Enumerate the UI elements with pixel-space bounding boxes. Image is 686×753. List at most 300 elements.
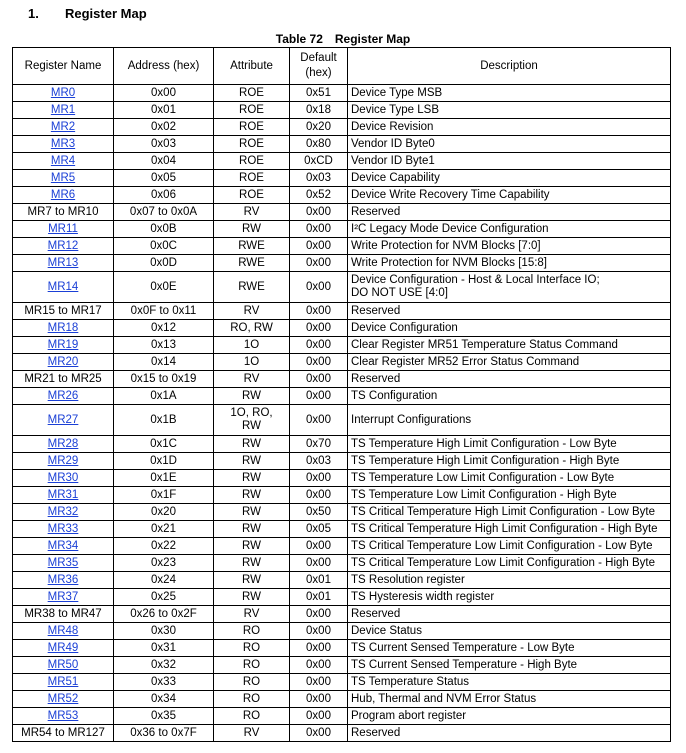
attribute-text: RO — [242, 692, 261, 705]
attribute-cell — [214, 623, 290, 640]
table-row — [13, 725, 671, 742]
register-name-cell — [13, 153, 114, 170]
description-cell — [348, 623, 671, 640]
description-cell — [348, 354, 671, 371]
attribute-cell — [214, 204, 290, 221]
register-link[interactable]: MR29 — [47, 454, 79, 467]
description-text: Vendor ID Byte1 — [351, 154, 435, 167]
register-name-cell — [13, 204, 114, 221]
description-text: Device Write Recovery Time Capability — [351, 188, 550, 201]
table-caption-label: Table 72 — [275, 32, 323, 46]
attribute-text: RV — [243, 304, 260, 317]
description-text: TS Critical Temperature High Limit Configuration - Low Byte — [351, 505, 656, 518]
attribute-cell — [214, 221, 290, 238]
table-row — [13, 521, 671, 538]
register-name-cell — [13, 320, 114, 337]
attribute-text: RW — [242, 556, 261, 569]
description-text: TS Resolution register — [351, 573, 465, 586]
register-link[interactable]: MR14 — [47, 280, 79, 293]
attribute-text: RO — [242, 675, 261, 688]
description-cell — [348, 221, 671, 238]
description-cell — [348, 187, 671, 204]
register-link[interactable]: MR18 — [47, 321, 79, 334]
register-name: MR54 to MR127 — [21, 726, 105, 739]
attribute-cell — [214, 136, 290, 153]
address-cell: 0x1E — [114, 470, 214, 487]
register-name-cell — [13, 221, 114, 238]
description-cell — [348, 136, 671, 153]
register-name-cell — [13, 436, 114, 453]
address-cell: 0x13 — [114, 337, 214, 354]
attribute-text: RO, RW — [230, 321, 273, 334]
register-link[interactable]: MR35 — [47, 556, 79, 569]
default-cell: 0x00 — [290, 405, 348, 436]
default-cell: 0x51 — [290, 85, 348, 102]
register-link[interactable]: MR37 — [47, 590, 79, 603]
attribute-text: RO — [242, 624, 261, 637]
description-text: Clear Register MR52 Error Status Command — [351, 355, 580, 368]
register-link[interactable]: MR51 — [47, 675, 79, 688]
description-cell — [348, 453, 671, 470]
description-text: TS Hysteresis width register — [351, 590, 495, 603]
description-text: Reserved — [351, 304, 401, 317]
table-row — [13, 170, 671, 187]
description-text: Interrupt Configurations — [351, 413, 472, 426]
description-text: TS Configuration — [351, 389, 438, 402]
table-row — [13, 303, 671, 320]
default-cell: 0x01 — [290, 572, 348, 589]
address-cell: 0x02 — [114, 119, 214, 136]
register-name-cell — [13, 371, 114, 388]
address-cell: 0x24 — [114, 572, 214, 589]
table-caption-title: Register Map — [334, 32, 411, 46]
default-cell: 0x05 — [290, 521, 348, 538]
register-link[interactable]: MR50 — [47, 658, 79, 671]
register-link[interactable]: MR33 — [47, 522, 79, 535]
table-row — [13, 238, 671, 255]
register-name-cell — [13, 606, 114, 623]
register-link[interactable]: MR27 — [47, 413, 79, 426]
table-row — [13, 102, 671, 119]
address-cell: 0x1C — [114, 436, 214, 453]
default-cell: 0x18 — [290, 102, 348, 119]
description-text: Write Protection for NVM Blocks [7:0] — [351, 239, 541, 252]
register-name-cell — [13, 691, 114, 708]
default-cell: 0x00 — [290, 487, 348, 504]
attribute-text: RW — [242, 471, 261, 484]
register-link[interactable]: MR52 — [47, 692, 79, 705]
address-cell: 0x1F — [114, 487, 214, 504]
description-text: TS Critical Temperature Low Limit Configuration - Low Byte — [351, 539, 653, 552]
description-cell — [348, 521, 671, 538]
table-caption — [0, 31, 686, 47]
register-name: MR38 to MR47 — [24, 607, 102, 620]
attribute-cell — [214, 303, 290, 320]
register-link[interactable]: MR5 — [50, 171, 76, 184]
register-name-cell — [13, 187, 114, 204]
register-link[interactable]: MR2 — [50, 120, 76, 133]
attribute-cell — [214, 572, 290, 589]
attribute-cell — [214, 606, 290, 623]
description-cell — [348, 572, 671, 589]
default-cell: 0x00 — [290, 708, 348, 725]
description-text: TS Critical Temperature High Limit Configuration - High Byte — [351, 522, 658, 535]
register-name-cell — [13, 487, 114, 504]
register-link[interactable]: MR32 — [47, 505, 79, 518]
table-row — [13, 623, 671, 640]
register-name-cell — [13, 272, 114, 303]
attribute-cell — [214, 674, 290, 691]
table-row — [13, 204, 671, 221]
default-cell: 0x00 — [290, 255, 348, 272]
description-text: Reserved — [351, 205, 401, 218]
attribute-text: ROE — [239, 188, 264, 201]
description-text: TS Temperature Low Limit Configuration - High Byte — [351, 488, 617, 501]
attribute-text-line2: RW — [242, 420, 261, 432]
table-row — [13, 640, 671, 657]
description-text: Device Status — [351, 624, 422, 637]
table-header-row — [13, 48, 671, 85]
description-text: TS Temperature Status — [351, 675, 470, 688]
description-text: Program abort register — [351, 709, 467, 722]
description-cell — [348, 170, 671, 187]
register-name-cell — [13, 405, 114, 436]
description-text: Reserved — [351, 372, 401, 385]
table-row — [13, 606, 671, 623]
register-link[interactable]: MR13 — [47, 256, 79, 269]
address-cell: 0x21 — [114, 521, 214, 538]
register-link[interactable]: MR26 — [47, 389, 79, 402]
register-link[interactable]: MR19 — [47, 338, 79, 351]
address-cell: 0x1B — [114, 405, 214, 436]
register-name-cell — [13, 657, 114, 674]
description-text: Device Type MSB — [351, 86, 443, 99]
address-cell: 0x15 to 0x19 — [114, 371, 214, 388]
default-cell: 0x00 — [290, 674, 348, 691]
address-cell: 0x0C — [114, 238, 214, 255]
attribute-text: 1O — [243, 355, 260, 368]
register-link[interactable]: MR36 — [47, 573, 79, 586]
register-link[interactable]: MR30 — [47, 471, 79, 484]
column-header-register-name: Register Name — [13, 48, 114, 85]
description-cell — [348, 436, 671, 453]
attribute-cell — [214, 320, 290, 337]
attribute-text: RW — [242, 522, 261, 535]
description-cell — [348, 153, 671, 170]
description-cell — [348, 555, 671, 572]
register-name-cell — [13, 640, 114, 657]
register-name-cell — [13, 674, 114, 691]
table-row — [13, 320, 671, 337]
column-header-attribute: Attribute — [214, 48, 290, 85]
attribute-text: ROE — [239, 86, 264, 99]
table-row — [13, 487, 671, 504]
attribute-cell — [214, 337, 290, 354]
address-cell: 0x03 — [114, 136, 214, 153]
default-cell: 0xCD — [290, 153, 348, 170]
table-row — [13, 453, 671, 470]
register-name-cell — [13, 555, 114, 572]
table-row — [13, 436, 671, 453]
description-cell — [348, 102, 671, 119]
table-row — [13, 153, 671, 170]
table-row — [13, 405, 671, 436]
register-link[interactable]: MR20 — [47, 355, 79, 368]
attribute-text: RO — [242, 641, 261, 654]
register-name-cell — [13, 453, 114, 470]
attribute-text: RV — [243, 205, 260, 218]
address-cell: 0x36 to 0x7F — [114, 725, 214, 742]
description-cell — [348, 674, 671, 691]
default-cell: 0x00 — [290, 238, 348, 255]
table-row — [13, 371, 671, 388]
attribute-cell — [214, 371, 290, 388]
attribute-text: RWE — [238, 256, 265, 269]
attribute-cell — [214, 470, 290, 487]
table-row — [13, 388, 671, 405]
register-link[interactable]: MR6 — [50, 188, 76, 201]
table-row — [13, 187, 671, 204]
description-text-line2: DO NOT USE [4:0] — [351, 287, 448, 299]
default-cell: 0x70 — [290, 436, 348, 453]
default-cell: 0x00 — [290, 623, 348, 640]
attribute-cell — [214, 255, 290, 272]
attribute-text: RWE — [238, 239, 265, 252]
attribute-cell — [214, 589, 290, 606]
attribute-text: RV — [243, 607, 260, 620]
table-row — [13, 504, 671, 521]
description-text: Device Configuration - Host & Local Interface IO; — [351, 274, 600, 286]
attribute-cell — [214, 405, 290, 436]
address-cell: 0x20 — [114, 504, 214, 521]
attribute-text: RW — [242, 573, 261, 586]
column-header-description: Description — [348, 48, 671, 85]
register-name: MR15 to MR17 — [24, 304, 102, 317]
description-cell — [348, 388, 671, 405]
description-text: I²C Legacy Mode Device Configuration — [351, 222, 549, 235]
register-link[interactable]: MR3 — [50, 137, 76, 150]
description-text: TS Current Sensed Temperature - High Byte — [351, 658, 578, 671]
default-cell: 0x52 — [290, 187, 348, 204]
register-name-cell — [13, 255, 114, 272]
address-cell: 0x23 — [114, 555, 214, 572]
table-row — [13, 221, 671, 238]
table-row — [13, 255, 671, 272]
register-link[interactable]: MR48 — [47, 624, 79, 637]
default-cell: 0x00 — [290, 221, 348, 238]
description-text: TS Current Sensed Temperature - Low Byte — [351, 641, 575, 654]
description-cell — [348, 85, 671, 102]
address-cell: 0x35 — [114, 708, 214, 725]
register-name-cell — [13, 388, 114, 405]
description-cell — [348, 405, 671, 436]
address-cell: 0x34 — [114, 691, 214, 708]
table-row — [13, 354, 671, 371]
default-cell: 0x00 — [290, 371, 348, 388]
register-name-cell — [13, 470, 114, 487]
address-cell: 0x05 — [114, 170, 214, 187]
attribute-text: RV — [243, 372, 260, 385]
description-cell — [348, 538, 671, 555]
address-cell: 0x32 — [114, 657, 214, 674]
register-link[interactable]: MR53 — [47, 709, 79, 722]
register-map-table — [12, 47, 671, 742]
description-cell — [348, 272, 671, 303]
attribute-cell — [214, 187, 290, 204]
description-cell — [348, 487, 671, 504]
table-row — [13, 555, 671, 572]
attribute-text: RO — [242, 709, 261, 722]
attribute-cell — [214, 453, 290, 470]
description-text: Device Capability — [351, 171, 440, 184]
description-text: Clear Register MR51 Temperature Status Command — [351, 338, 618, 351]
description-text: TS Critical Temperature Low Limit Configuration - High Byte — [351, 556, 656, 569]
description-text: Vendor ID Byte0 — [351, 137, 435, 150]
attribute-text: RW — [242, 222, 261, 235]
description-cell — [348, 255, 671, 272]
address-cell: 0x01 — [114, 102, 214, 119]
address-cell: 0x33 — [114, 674, 214, 691]
register-name-cell — [13, 337, 114, 354]
register-link[interactable]: MR28 — [47, 437, 79, 450]
attribute-cell — [214, 487, 290, 504]
register-link[interactable]: MR4 — [50, 154, 76, 167]
address-cell: 0x31 — [114, 640, 214, 657]
attribute-cell — [214, 388, 290, 405]
register-name: MR7 to MR10 — [27, 205, 99, 218]
description-cell — [348, 371, 671, 388]
register-name-cell — [13, 725, 114, 742]
section-title: Register Map — [65, 6, 147, 21]
attribute-cell — [214, 555, 290, 572]
description-cell — [348, 691, 671, 708]
attribute-cell — [214, 538, 290, 555]
table-row — [13, 572, 671, 589]
address-cell: 0x0F to 0x11 — [114, 303, 214, 320]
register-link[interactable]: MR12 — [47, 239, 79, 252]
attribute-cell — [214, 521, 290, 538]
table-row — [13, 538, 671, 555]
description-cell — [348, 470, 671, 487]
default-cell: 0x00 — [290, 725, 348, 742]
attribute-cell — [214, 119, 290, 136]
description-cell — [348, 337, 671, 354]
table-row — [13, 691, 671, 708]
attribute-text: RW — [242, 389, 261, 402]
attribute-text: ROE — [239, 154, 264, 167]
attribute-cell — [214, 725, 290, 742]
attribute-cell — [214, 436, 290, 453]
default-cell: 0x00 — [290, 640, 348, 657]
section-number: 1. — [28, 6, 39, 21]
table-row — [13, 337, 671, 354]
address-cell: 0x25 — [114, 589, 214, 606]
default-cell: 0x00 — [290, 691, 348, 708]
address-cell: 0x0D — [114, 255, 214, 272]
description-cell — [348, 303, 671, 320]
table-row — [13, 470, 671, 487]
attribute-cell — [214, 85, 290, 102]
attribute-text: RW — [242, 454, 261, 467]
description-cell — [348, 204, 671, 221]
address-cell: 0x26 to 0x2F — [114, 606, 214, 623]
register-link[interactable]: MR1 — [50, 103, 76, 116]
register-name-cell — [13, 238, 114, 255]
attribute-text: 1O — [243, 338, 260, 351]
register-name-cell — [13, 623, 114, 640]
register-link[interactable]: MR31 — [47, 488, 79, 501]
attribute-cell — [214, 272, 290, 303]
description-cell — [348, 725, 671, 742]
description-cell — [348, 606, 671, 623]
register-link[interactable]: MR34 — [47, 539, 79, 552]
table-row — [13, 119, 671, 136]
attribute-text: 1O, RO, — [230, 407, 273, 419]
address-cell: 0x04 — [114, 153, 214, 170]
address-cell: 0x07 to 0x0A — [114, 204, 214, 221]
table-row — [13, 85, 671, 102]
default-cell: 0x20 — [290, 119, 348, 136]
register-name-cell — [13, 354, 114, 371]
register-name-cell — [13, 170, 114, 187]
address-cell: 0x22 — [114, 538, 214, 555]
default-cell: 0x80 — [290, 136, 348, 153]
attribute-cell — [214, 153, 290, 170]
register-name: MR21 to MR25 — [24, 372, 102, 385]
register-link[interactable]: MR11 — [48, 222, 78, 235]
register-link[interactable]: MR0 — [50, 86, 76, 99]
address-cell: 0x06 — [114, 187, 214, 204]
address-cell: 0x0E — [114, 272, 214, 303]
attribute-text: RV — [243, 726, 260, 739]
register-link[interactable]: MR49 — [47, 641, 79, 654]
table-row — [13, 589, 671, 606]
description-cell — [348, 708, 671, 725]
description-text: Reserved — [351, 726, 401, 739]
attribute-cell — [214, 708, 290, 725]
table-row — [13, 657, 671, 674]
description-text: TS Temperature Low Limit Configuration - Low Byte — [351, 471, 615, 484]
address-cell: 0x0B — [114, 221, 214, 238]
description-cell — [348, 657, 671, 674]
register-name-cell — [13, 102, 114, 119]
register-name-cell — [13, 589, 114, 606]
register-name-cell — [13, 303, 114, 320]
default-cell: 0x50 — [290, 504, 348, 521]
default-cell: 0x00 — [290, 606, 348, 623]
address-cell: 0x00 — [114, 85, 214, 102]
default-cell: 0x00 — [290, 354, 348, 371]
description-cell — [348, 119, 671, 136]
attribute-cell — [214, 640, 290, 657]
description-cell — [348, 320, 671, 337]
attribute-cell — [214, 354, 290, 371]
address-cell: 0x1D — [114, 453, 214, 470]
register-name-cell — [13, 136, 114, 153]
default-cell: 0x00 — [290, 303, 348, 320]
default-cell: 0x00 — [290, 538, 348, 555]
attribute-text: RW — [242, 437, 261, 450]
description-text: Device Revision — [351, 120, 434, 133]
address-cell: 0x14 — [114, 354, 214, 371]
description-text: Reserved — [351, 607, 401, 620]
description-text: Write Protection for NVM Blocks [15:8] — [351, 256, 547, 269]
register-name-cell — [13, 521, 114, 538]
default-cell: 0x01 — [290, 589, 348, 606]
description-text: Device Configuration — [351, 321, 458, 334]
table-row — [13, 136, 671, 153]
default-cell: 0x00 — [290, 470, 348, 487]
